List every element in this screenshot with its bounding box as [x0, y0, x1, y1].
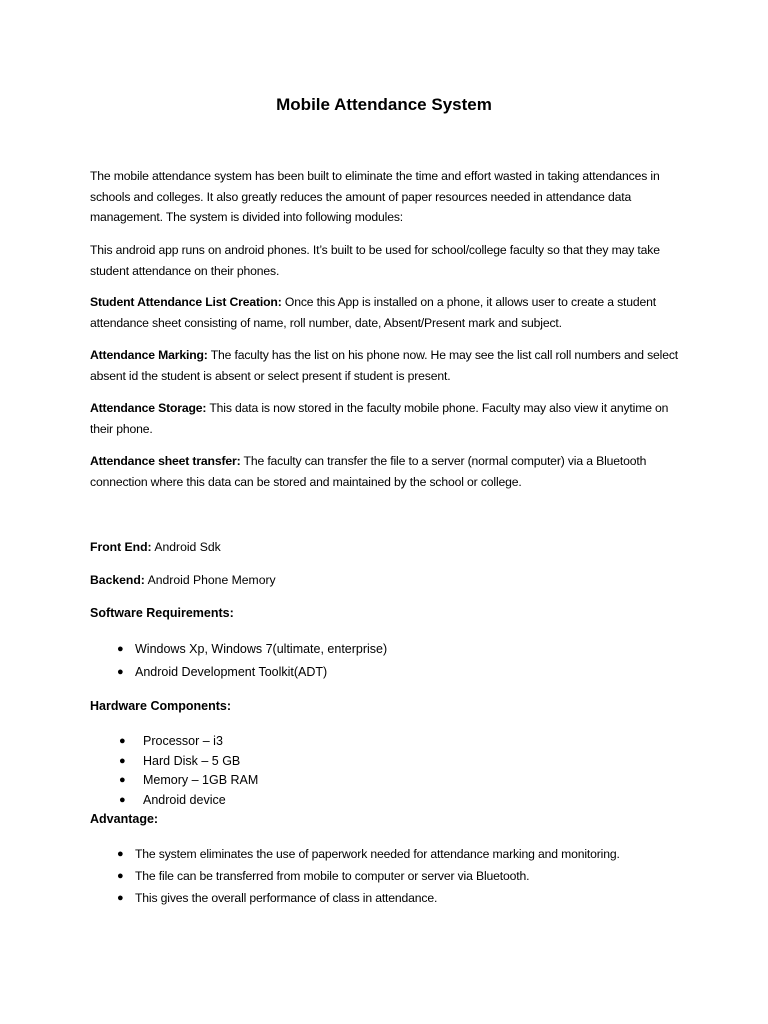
hardware-heading: Hardware Components: [90, 699, 231, 713]
front-end-label: Front End: [90, 540, 152, 554]
list-item-text: Hard Disk – 5 GB [143, 753, 241, 768]
bullet-icon: ● [119, 774, 126, 787]
advantage-heading: Advantage: [90, 812, 159, 826]
advantage-list [115, 844, 620, 910]
intro-paragraph: The mobile attendance system has been built to eliminate the time and effort wasted in taking attendances in schools and colleges. It also greatly reduces the amount of paper resources needed in attendance data management. The system is divided into following modules: [90, 169, 660, 224]
list-item [115, 790, 258, 810]
list-item-text: Android Development Toolkit(ADT) [135, 665, 328, 679]
list-item [115, 731, 258, 751]
module-sheet-transfer [90, 451, 690, 492]
android-paragraph: This android app runs on android phones. It’s built to be used for school/college faculty so that they may take student attendance on their phones. [90, 243, 660, 278]
bullet-icon: ● [117, 666, 124, 678]
list-item [115, 639, 387, 662]
list-item [115, 662, 387, 685]
list-item-text: Android device [143, 793, 226, 808]
list-item-text: The system eliminates the use of paperwork needed for attendance marking and monitoring. [135, 847, 620, 861]
software-heading: Software Requirements: [90, 606, 234, 620]
backend-value: Android Phone Memory [144, 573, 276, 587]
module-attendance-marking [90, 345, 690, 386]
module-label: Attendance sheet transfer: [90, 454, 241, 468]
list-item-text: The file can be transferred from mobile to computer or server via Bluetooth. [135, 869, 530, 883]
module-list-creation [90, 292, 690, 333]
bullet-icon: ● [119, 794, 126, 807]
software-list [115, 639, 387, 685]
list-item [115, 770, 258, 790]
list-item [115, 888, 620, 910]
module-text: The faculty can transfer the file to a server (normal computer) via a Bluetooth connection where this data can be stored and maintained by the school or college. [90, 454, 647, 489]
list-item-text: Windows Xp, Windows 7(ultimate, enterprise) [135, 642, 388, 656]
bullet-icon: ● [119, 735, 126, 747]
document-title: Mobile Attendance System [276, 95, 492, 114]
bullet-icon: ● [117, 892, 124, 904]
list-item [115, 866, 620, 888]
list-item [115, 751, 258, 771]
front-end-line [90, 537, 221, 557]
module-text: Once this App is installed on a phone, it allows user to create a student attendance sheet consisting of name, roll number, date, Absent/Present mark and subject. [90, 295, 657, 330]
module-attendance-storage [90, 398, 690, 439]
bullet-icon: ● [117, 870, 124, 882]
module-text: The faculty has the list on his phone now. He may see the list call roll numbers and select absent id the student is absent or select present if student is present. [90, 348, 679, 383]
bullet-icon: ● [117, 848, 124, 860]
list-item [115, 844, 620, 866]
hardware-list [115, 731, 258, 810]
list-item-text: Processor – i3 [143, 734, 223, 748]
bullet-icon: ● [117, 643, 124, 655]
list-item-text: This gives the overall performance of class in attendance. [135, 891, 438, 905]
module-label: Attendance Marking: [90, 348, 208, 362]
module-text: This data is now stored in the faculty mobile phone. Faculty may also view it anytime on their phone. [90, 401, 669, 436]
module-label: Attendance Storage: [90, 401, 207, 415]
backend-label: Backend: [90, 573, 145, 587]
list-item-text: Memory – 1GB RAM [143, 773, 259, 788]
bullet-icon: ● [119, 754, 126, 767]
front-end-value: Android Sdk [151, 540, 221, 554]
backend-line [90, 570, 276, 590]
module-label: Student Attendance List Creation: [90, 295, 282, 309]
